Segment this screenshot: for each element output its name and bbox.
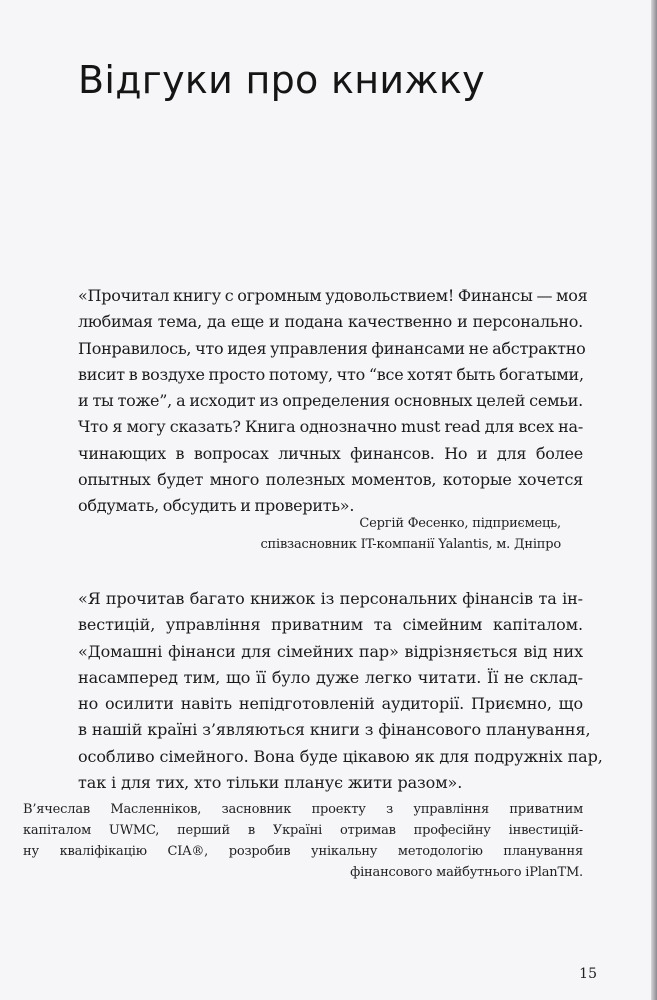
quote-line: и ты тоже”, а исходит из определения основных целей семьи.: [78, 391, 583, 411]
quote-line: любимая тема, да еще и подана качественно и персонально.: [78, 312, 583, 332]
quote-line: «Домашні фінанси для сімейних пар» відрізняється від них: [78, 641, 583, 661]
review-quote-2: [78, 586, 603, 796]
quote-line: особливо сімейного. Вона буде цікавою як для подружніх пар,: [78, 746, 603, 766]
attribution-line: фінансового майбутнього iPlanTM.: [350, 865, 583, 880]
quote-line: в нашій країні з’являються книги з фінансового планування,: [78, 720, 591, 740]
page-title: Відгуки про книжку: [78, 58, 485, 102]
page-number: 15: [579, 966, 597, 982]
quote-line: опытных будет много полезных моментов, которые хочется: [78, 470, 583, 490]
attribution-line: співзасновник IT-компанії Yalantis, м. Дніпро: [260, 537, 561, 552]
page-edge-shadow: [651, 0, 657, 1000]
quote-line: висит в воздухе просто потому, что “все хотят быть богатыми,: [78, 364, 584, 384]
quote-line: но осилити навіть непідготовленій аудиторії. Приємно, що: [78, 694, 583, 714]
quote-line: обдумать, обсудить и проверить».: [78, 496, 355, 516]
attribution-line: ну кваліфікацію CIA®, розробив унікальну методологію планування: [23, 844, 583, 859]
quote-line: Что я могу сказать? Книга однозначно must read для всех на-: [78, 417, 583, 437]
review-attribution-1: [260, 513, 561, 555]
quote-line: так і для тих, хто тільки планує жити разом».: [78, 773, 463, 793]
quote-line: чинающих в вопросах личных финансов. Но и для более: [78, 443, 583, 463]
attribution-line: капіталом UWMC, перший в Україні отримав професійну інвестицій-: [23, 823, 583, 838]
quote-line: «Я прочитав багато книжок із персональних фінансів та ін-: [78, 589, 583, 608]
quote-line: насамперед тим, що її було дуже легко читати. Її не склад-: [78, 667, 583, 687]
review-attribution-2: [23, 799, 583, 883]
attribution-line: Сергій Фесенко, підприємець,: [359, 516, 561, 531]
attribution-line: В’ячеслав Масленніков, засновник проекту з управління приватним: [23, 802, 583, 817]
quote-line: «Прочитал книгу с огромным удовольствием! Финансы — моя: [78, 286, 588, 305]
quote-line: вестицій, управління приватним та сімейним капіталом.: [78, 615, 583, 635]
review-quote-1: [78, 283, 588, 520]
quote-line: Понравилось, что идея управления финансами не абстрактно: [78, 338, 586, 358]
